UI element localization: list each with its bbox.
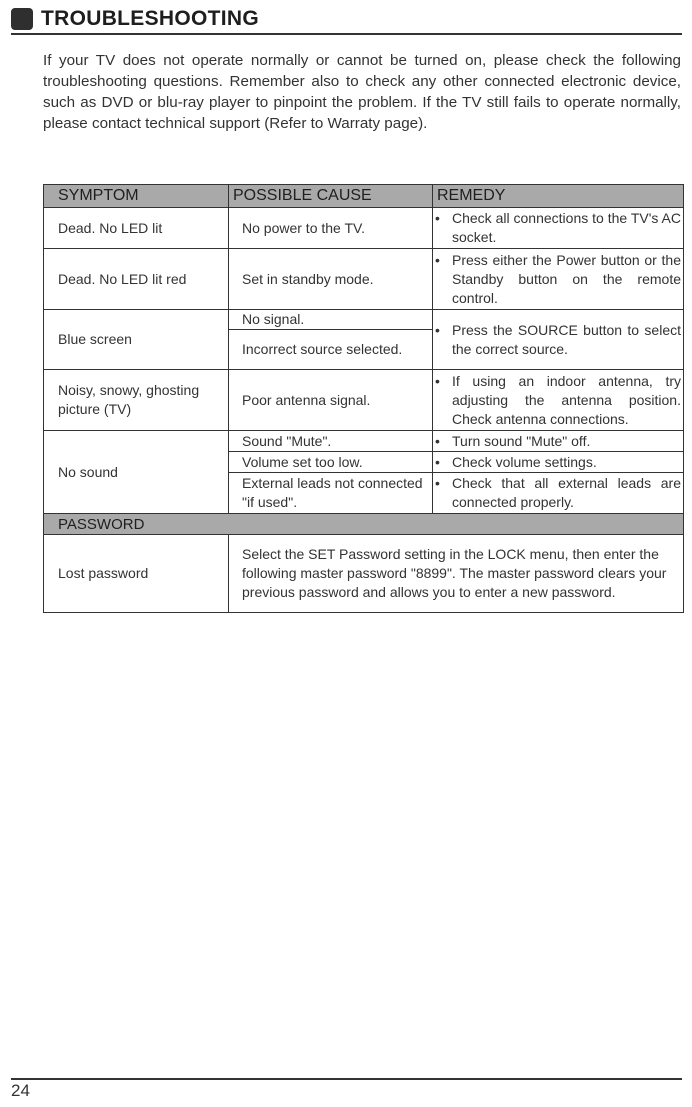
section-marker-icon [11, 8, 33, 30]
bullet-icon: • [435, 372, 440, 389]
table-row [44, 431, 684, 452]
remedy-text: Press either the Power button or the Standby button on the remote control. [452, 251, 681, 306]
symptom-cell: No sound [44, 431, 229, 514]
troubleshooting-table [43, 184, 684, 613]
bullet-icon: • [435, 475, 440, 491]
bullet-icon: • [435, 251, 440, 268]
table-row [44, 310, 684, 330]
table-header-row [44, 185, 684, 208]
table-row [44, 249, 684, 310]
remedy-cell [433, 310, 684, 370]
footer-divider [11, 1078, 682, 1080]
bullet-icon: • [435, 432, 440, 449]
symptom-cell: Blue screen [44, 310, 229, 370]
remedy-cell [433, 431, 684, 452]
symptom-cell: Lost password [44, 535, 229, 613]
cause-cell: Volume set too low. [229, 452, 433, 473]
remedy-text: Check volume settings. [452, 453, 597, 470]
page-header [11, 5, 682, 33]
remedy-text: Check all connections to the TV's AC socket. [452, 210, 681, 245]
cause-cell: No signal. [229, 310, 433, 330]
password-remedy-cell: Select the SET Password setting in the LOCK menu, then enter the following master password "8899". The master password clears your previous password and allows you to enter a new password. [229, 535, 684, 613]
remedy-text: Turn sound "Mute" off. [452, 432, 591, 449]
table-row [44, 208, 684, 249]
table-row [44, 370, 684, 431]
title-divider [11, 33, 682, 35]
symptom-cell: Dead. No LED lit red [44, 249, 229, 310]
table-row [44, 535, 684, 613]
intro-paragraph: If your TV does not operate normally or cannot be turned on, please check the following troubleshooting questions. Remember also to check any other connected electronic device, such as DVD or blu-ray player to pinpoint the problem. If the TV still fails to operate normally, please contact technical support (Refer to Warraty page). [43, 52, 681, 132]
bullet-icon: • [435, 210, 440, 226]
cause-cell: Poor antenna signal. [229, 370, 433, 431]
symptom-cell: Noisy, snowy, ghosting picture (TV) [44, 370, 229, 431]
cause-cell: Set in standby mode. [229, 249, 433, 310]
remedy-cell [433, 452, 684, 473]
remedy-cell [433, 473, 684, 514]
cause-cell: Incorrect source selected. [229, 330, 433, 370]
cause-cell: Sound "Mute". [229, 431, 433, 452]
remedy-text: Press the SOURCE button to select the correct source. [452, 321, 681, 357]
column-header-remedy: REMEDY [433, 185, 684, 208]
page-title: TROUBLESHOOTING [41, 7, 259, 30]
remedy-text: If using an indoor antenna, try adjusting the antenna position. Check antenna connections. [452, 372, 681, 427]
page-number: 24 [11, 1081, 30, 1100]
bullet-icon: • [435, 453, 440, 470]
remedy-cell [433, 208, 684, 249]
symptom-cell: Dead. No LED lit [44, 208, 229, 249]
cause-cell: No power to the TV. [229, 208, 433, 249]
remedy-text: Check that all external leads are connected properly. [452, 475, 681, 510]
remedy-cell [433, 370, 684, 431]
column-header-symptom: SYMPTOM [44, 185, 229, 208]
bullet-icon: • [435, 321, 440, 338]
cause-cell: External leads not connected "if used". [229, 473, 433, 514]
remedy-cell [433, 249, 684, 310]
password-section-header [44, 514, 684, 535]
section-label: PASSWORD [44, 514, 684, 535]
column-header-cause: POSSIBLE CAUSE [229, 185, 433, 208]
